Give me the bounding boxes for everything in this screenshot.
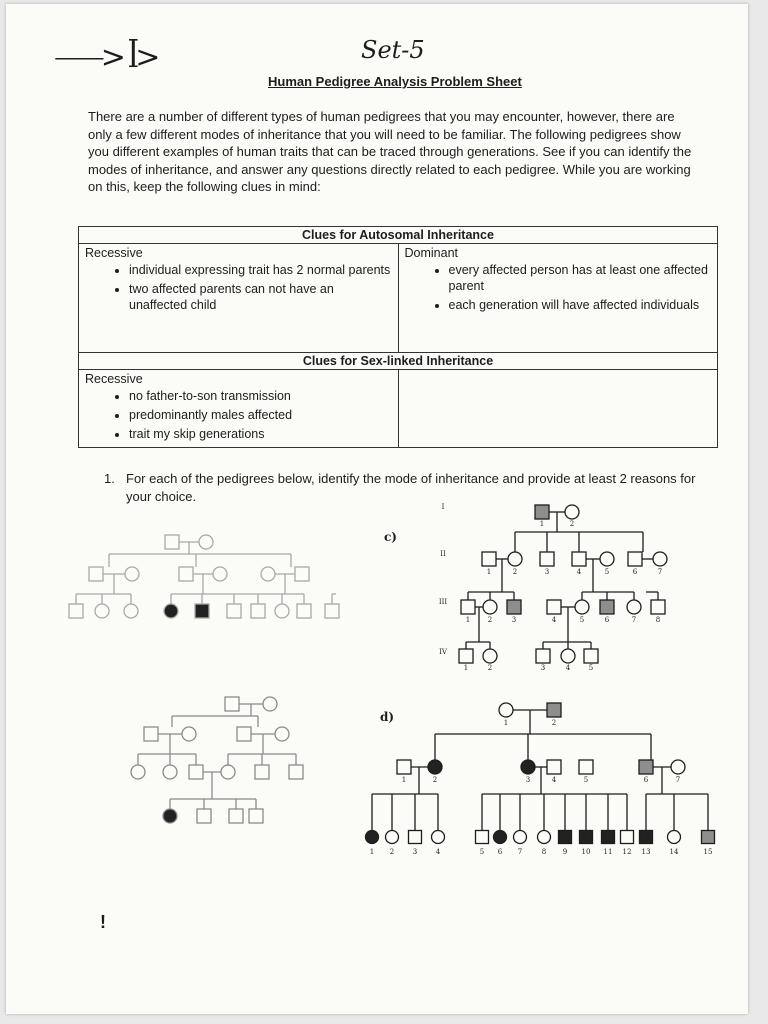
male-symbol	[579, 760, 593, 774]
male-symbol	[189, 765, 203, 779]
sex-linked-header: Clues for Sex-linked Inheritance	[79, 353, 718, 370]
individual-number: 11	[603, 848, 613, 856]
male-symbol	[179, 567, 193, 581]
female-symbol	[163, 809, 177, 823]
female-symbol	[575, 600, 589, 614]
female-symbol	[668, 831, 681, 844]
generation-label: III	[438, 598, 448, 606]
male-symbol	[69, 604, 83, 618]
pedigree-d	[366, 703, 715, 856]
female-symbol	[514, 831, 527, 844]
male-symbol	[651, 600, 665, 614]
male-symbol	[580, 831, 593, 844]
male-symbol	[397, 760, 411, 774]
individual-number: 13	[641, 848, 651, 856]
female-symbol	[213, 567, 227, 581]
generation-label: II	[440, 550, 446, 558]
page-title: Human Pedigree Analysis Problem Sheet	[268, 74, 522, 89]
individual-number: 8	[541, 848, 547, 856]
individual-number: 2	[487, 664, 493, 672]
list-item: • no father-to-son transmission	[129, 388, 392, 404]
male-symbol	[628, 552, 642, 566]
individual-number: 3	[412, 848, 418, 856]
male-symbol	[461, 600, 475, 614]
individual-number: 10	[581, 848, 591, 856]
question-number: 1.	[104, 471, 115, 486]
female-symbol	[561, 649, 575, 663]
female-symbol	[600, 552, 614, 566]
individual-number: 4	[551, 776, 557, 784]
sex-linked-recessive-label: Recessive	[85, 372, 143, 386]
individual-number: 15	[703, 848, 713, 856]
individual-number: 3	[544, 568, 550, 576]
male-symbol	[547, 703, 561, 717]
individual-number: 5	[579, 616, 585, 624]
female-symbol	[494, 831, 507, 844]
male-symbol	[476, 831, 489, 844]
female-symbol	[163, 765, 177, 779]
male-symbol	[297, 604, 311, 618]
female-symbol	[521, 760, 535, 774]
male-symbol	[249, 809, 263, 823]
individual-number: 5	[604, 568, 610, 576]
individual-number: 6	[643, 776, 649, 784]
individual-number: 3	[511, 616, 517, 624]
individual-number: 2	[551, 719, 557, 727]
male-symbol	[409, 831, 422, 844]
individual-number: 4	[576, 568, 582, 576]
female-symbol	[386, 831, 399, 844]
male-symbol	[295, 567, 309, 581]
female-symbol	[538, 831, 551, 844]
autosomal-header: Clues for Autosomal Inheritance	[79, 227, 718, 244]
female-symbol	[275, 727, 289, 741]
male-symbol	[229, 809, 243, 823]
female-symbol	[124, 604, 138, 618]
individual-number: 12	[622, 848, 632, 856]
autosomal-recessive-label: Recessive	[85, 246, 143, 260]
individual-number: 6	[632, 568, 638, 576]
list-item: • predominantly males affected	[129, 407, 392, 423]
female-symbol	[199, 535, 213, 549]
male-symbol	[640, 831, 653, 844]
male-symbol	[540, 552, 554, 566]
individual-number: 2	[487, 616, 493, 624]
individual-number: 1	[401, 776, 407, 784]
list-item: • each generation will have affected individuals	[449, 297, 712, 313]
female-symbol	[164, 604, 178, 618]
female-symbol	[261, 567, 275, 581]
male-symbol	[536, 649, 550, 663]
male-symbol	[600, 600, 614, 614]
individual-number: 3	[525, 776, 531, 784]
list-item: • individual expressing trait has 2 normal parents	[129, 262, 392, 278]
handwritten-scribble: ⸺> ꟾ>	[54, 40, 157, 75]
individual-number: 1	[486, 568, 492, 576]
female-symbol	[499, 703, 513, 717]
individual-number: 9	[562, 848, 568, 856]
male-symbol	[144, 727, 158, 741]
male-symbol	[197, 809, 211, 823]
male-symbol	[639, 760, 653, 774]
individual-number: 1	[503, 719, 509, 727]
list-item: • two affected parents can not have an unaffected child	[129, 281, 392, 313]
pedigree-a	[69, 535, 339, 618]
autosomal-dominant-label: Dominant	[404, 246, 458, 260]
male-symbol	[289, 765, 303, 779]
female-symbol	[275, 604, 289, 618]
male-symbol	[89, 567, 103, 581]
female-symbol	[483, 600, 497, 614]
female-symbol	[428, 760, 442, 774]
male-symbol	[165, 535, 179, 549]
individual-number: 5	[588, 664, 594, 672]
pedigree-c-label: c)	[384, 530, 397, 544]
pedigree-c	[439, 503, 667, 672]
individual-number: 2	[512, 568, 518, 576]
worksheet-page	[6, 4, 748, 1014]
male-symbol	[584, 649, 598, 663]
male-symbol	[702, 831, 715, 844]
individual-number: 7	[657, 568, 663, 576]
male-symbol	[547, 760, 561, 774]
individual-number: 1	[463, 664, 469, 672]
individual-number: 5	[479, 848, 485, 856]
list-item: • trait my skip generations	[129, 426, 392, 442]
male-symbol	[251, 604, 265, 618]
individual-number: 7	[517, 848, 523, 856]
individual-number: 8	[655, 616, 661, 624]
individual-number: 2	[389, 848, 395, 856]
female-symbol	[125, 567, 139, 581]
female-symbol	[483, 649, 497, 663]
individual-number: 5	[583, 776, 589, 784]
individual-number: 14	[669, 848, 679, 856]
individual-number: 7	[631, 616, 637, 624]
male-symbol	[559, 831, 572, 844]
male-symbol	[572, 552, 586, 566]
male-symbol	[237, 727, 251, 741]
female-symbol	[366, 831, 379, 844]
list-item: • every affected person has at least one affected parent	[449, 262, 712, 294]
intro-paragraph: There are a number of different types of human pedigrees that you may encounter, however, there are only a few different modes of inheritance that you will need to be familiar. The following pedigrees show you different examples of human traits that can be traced through generations. See if you can identify the modes of inheritance, and answer any questions directly related to each pedigree. While you are working on this, keep the following clues in mind:	[88, 109, 692, 194]
female-symbol	[182, 727, 196, 741]
set-label: Set-5	[361, 36, 425, 64]
pedigree-b	[131, 697, 303, 823]
female-symbol	[432, 831, 445, 844]
individual-number: 1	[465, 616, 471, 624]
female-symbol	[653, 552, 667, 566]
male-symbol	[482, 552, 496, 566]
individual-number: 4	[565, 664, 571, 672]
question-text: For each of the pedigrees below, identify the mode of inheritance and provide at least 2 reasons for your choice.	[126, 471, 696, 504]
female-symbol	[221, 765, 235, 779]
male-symbol	[602, 831, 615, 844]
female-symbol	[131, 765, 145, 779]
individual-number: 2	[432, 776, 438, 784]
individual-number: 4	[435, 848, 441, 856]
female-symbol	[565, 505, 579, 519]
individual-number: 2	[569, 520, 575, 528]
pedigree-diagrams	[6, 4, 748, 1014]
generation-label: I	[441, 503, 445, 511]
male-symbol	[547, 600, 561, 614]
male-symbol	[507, 600, 521, 614]
male-symbol	[255, 765, 269, 779]
female-symbol	[671, 760, 685, 774]
female-symbol	[627, 600, 641, 614]
male-symbol	[325, 604, 339, 618]
female-symbol	[263, 697, 277, 711]
female-symbol	[508, 552, 522, 566]
individual-number: 6	[604, 616, 610, 624]
pedigree-d-label: d)	[380, 710, 395, 724]
female-symbol	[95, 604, 109, 618]
male-symbol	[535, 505, 549, 519]
individual-number: 1	[539, 520, 545, 528]
individual-number: 6	[497, 848, 503, 856]
male-symbol	[225, 697, 239, 711]
individual-number: 7	[675, 776, 681, 784]
individual-number: 3	[540, 664, 546, 672]
generation-label: IV	[439, 648, 447, 656]
male-symbol	[459, 649, 473, 663]
male-symbol	[227, 604, 241, 618]
footer-mark: !	[100, 912, 106, 932]
male-symbol	[195, 604, 209, 618]
male-symbol	[621, 831, 634, 844]
individual-number: 4	[551, 616, 557, 624]
individual-number: 1	[369, 848, 375, 856]
